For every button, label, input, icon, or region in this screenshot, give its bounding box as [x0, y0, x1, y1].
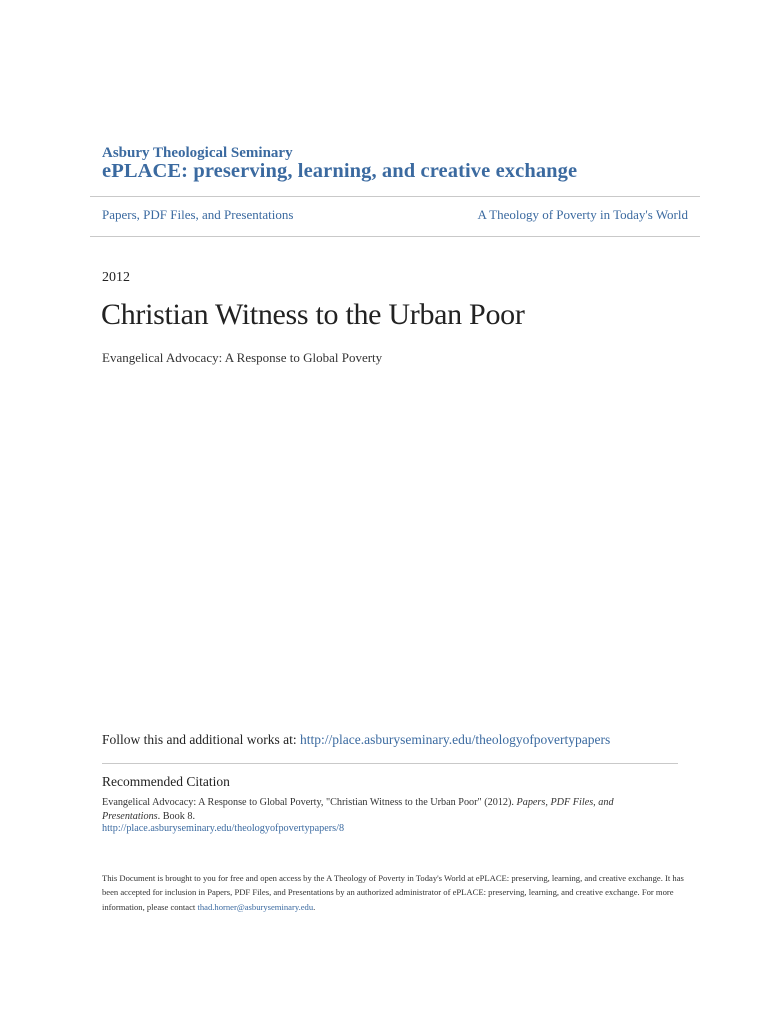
citation-text — [102, 796, 662, 823]
paper-title: Christian Witness to the Urban Poor — [101, 298, 525, 331]
institution-name[interactable]: Asbury Theological Seminary — [102, 145, 293, 161]
access-notice — [102, 871, 692, 914]
follow-url-link[interactable]: http://place.asburyseminary.edu/theologyofpovertypapers — [300, 732, 611, 747]
paper-author: Evangelical Advocacy: A Response to Global Poverty — [102, 350, 383, 365]
publication-year: 2012 — [102, 270, 130, 285]
citation-url-link[interactable]: http://place.asburyseminary.edu/theologyofpovertypapers/8 — [102, 823, 345, 834]
notice-text: This Document is brought to you for free and open access by the A Theology of Poverty in Today's World at ePLACE: preserving, learning, and creative exchange. It has been accepted for inclusion in Papers, PDF Files, and Presentations by an authorized administrator of ePLACE: preserving, learning, and creative exchange. For more information, please contact — [102, 873, 684, 912]
header-divider-top — [90, 196, 700, 197]
citation-tail: . Book 8. — [157, 810, 196, 822]
follow-label: Follow this and additional works at: — [102, 732, 300, 747]
citation-url-line — [102, 823, 344, 834]
citation-collection-italic: Papers, PDF Files, and Presentations — [102, 797, 614, 822]
contact-email-link[interactable]: thad.horner@asburyseminary.edu — [197, 901, 314, 912]
series-link[interactable]: A Theology of Poverty in Today's World — [477, 207, 688, 222]
citation-main: Evangelical Advocacy: A Response to Global Poverty, "Christian Witness to the Urban Poor" (2012). — [102, 797, 517, 808]
notice-end: . — [313, 901, 316, 912]
citation-heading: Recommended Citation — [102, 774, 230, 789]
repository-title[interactable]: ePLACE: preserving, learning, and creative exchange — [102, 160, 578, 182]
citation-divider — [102, 763, 678, 764]
follow-line — [102, 732, 610, 748]
header-divider-bottom — [90, 236, 700, 237]
collection-link[interactable]: Papers, PDF Files, and Presentations — [102, 207, 294, 222]
